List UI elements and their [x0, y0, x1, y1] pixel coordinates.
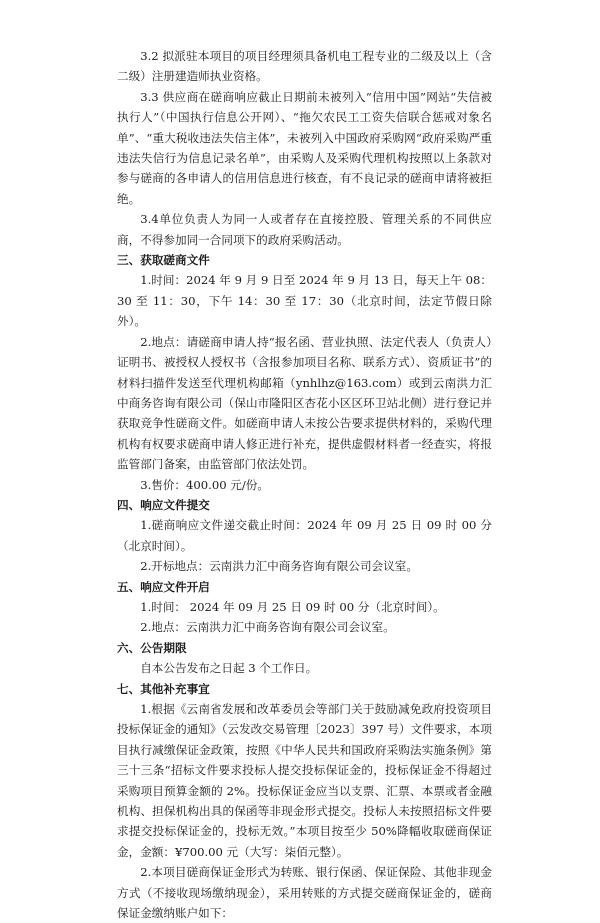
section-6-item-1: 自本公告发布之日起 3 个工作日。 — [140, 661, 318, 676]
section-3-item-2: 2.地点：请磋商申请人持“报名函、营业执照、法定代表人（负责人）证明书、被授权人授权书（含报参加项目名称、联系方式）、资质证书”的材料扫描件发送至代理机构邮箱（ynhlhz@163.com）或到云南洪力汇中商务咨询有限公司（保山市隆阳区杏花小区区环卫站北侧）进行登记并获取竞争性磋商文件。如磋商申请人未按公告要求提供材料的，采购代理机构有权要求磋商申请人修正进行补充，提供虚假材料者一经查实，将报监管部门备案，由监管部门依法处罚。 — [117, 334, 492, 472]
section-3-heading: 三、获取磋商文件 — [117, 253, 210, 268]
section-6-heading: 六、公告期限 — [117, 640, 187, 655]
section-3-item-1: 1.时间：2024 年 9 月 9 日至 2024 年 9 月 13 日，每天上午 08：30 至 11：30，下午 14：30 至 17：30（北京时间，法定节假日除外）。 — [117, 273, 492, 329]
section-5-heading: 五、响应文件开启 — [117, 579, 210, 594]
section-7-heading: 七、其他补充事宜 — [117, 681, 210, 696]
section-5-item-1: 1.时间： 2024 年 09 月 25 日 09 时 00 分（北京时间）。 — [140, 599, 445, 614]
paragraph-3-3: 3.3 供应商在磋商响应截止日期前未被列入“信用中国”网站“失信被执行人”（中国执行信息公开网）、“拖欠农民工工资失信联合惩戒对象名单”、“重大税收违法失信主体”，未被列入中国政府采购网“政府采购严重违法失信行为信息记录名单”，由采购人及采购代理机构按照以上条款对参与磋商的各申请人的信用信息进行核查，有不良记录的磋商申请将被拒绝。 — [117, 89, 492, 206]
section-7-item-1: 1.根据《云南省发展和改革委员会等部门关于鼓励减免政府投资项目投标保证金的通知》（云发改交易管理〔2023〕397 号）文件要求，本项目执行减缴保证金政策，按照《中华人民共和国政府采购法实施条例》第三十三条“招标文件要求投标人提交投标保证金的，投标保证金不得超过采购项目预算金额的 2%。投标保证金应当以支票、汇票、本票或者金融机构、担保机构出具的保函等非现金形式提交。投标人未按照招标文件要求提交投标保证金的，投标无效。”本项目按至少 50%降幅收取磋商保证金，金额：¥700.00 元（大写：柒佰元整）。 — [117, 702, 492, 859]
section-7-item-2: 2.本项目磋商保证金形式为转账、银行保函、保证保险、其他非现金方式（不接收现场缴纳现金），采用转账的方式提交磋商保证金的，磋商保证金缴纳账户如下： — [117, 865, 492, 921]
section-3-item-3: 3.售价：400.00 元/份。 — [140, 477, 269, 492]
section-5-item-2: 2.地点：云南洪力汇中商务咨询有限公司会议室。 — [140, 620, 395, 635]
document-body — [117, 46, 492, 923]
section-4-item-1: 1.磋商响应文件递交截止时间：2024 年 09 月 25 日 09 时 00 分（北京时间）。 — [117, 518, 492, 553]
paragraph-3-2: 3.2 拟派驻本项目的项目经理须具备机电工程专业的二级及以上（含二级）注册建造师执业资格。 — [117, 49, 492, 84]
paragraph-3-4: 3.4单位负责人为同一人或者存在直接控股、管理关系的不同供应商，不得参加同一合同项下的政府采购活动。 — [117, 212, 492, 247]
section-4-item-2: 2.开标地点：云南洪力汇中商务咨询有限公司会议室。 — [140, 559, 418, 574]
section-4-heading: 四、响应文件提交 — [117, 497, 210, 512]
